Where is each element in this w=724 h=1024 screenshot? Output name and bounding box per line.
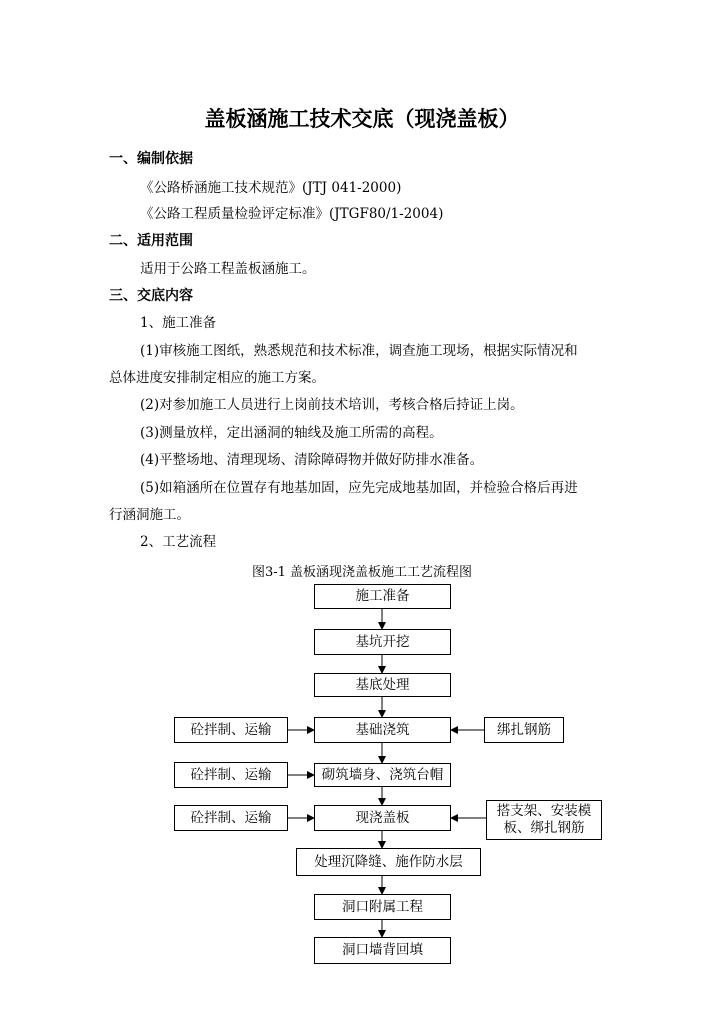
flow-input-concrete: 砼拌制、运输 xyxy=(174,805,288,831)
paragraph-5-cont: 行涵洞施工。 xyxy=(109,507,190,523)
document-title: 盖板涵施工技术交底（现浇盖板） xyxy=(204,107,520,131)
subheading-preparation: 1、施工准备 xyxy=(140,315,217,331)
paragraph-3: (3)测量放样，定出涵洞的轴线及施工所需的高程。 xyxy=(140,425,443,441)
flow-input-concrete: 砼拌制、运输 xyxy=(174,717,288,743)
reference-item: 《公路桥涵施工技术规范》(JTJ 041-2000) xyxy=(140,180,402,196)
paragraph-1-cont: 总体进度安排制定相应的施工方案。 xyxy=(109,370,325,386)
flow-step-backfill: 洞口墙背回填 xyxy=(314,937,451,964)
paragraph-1: (1)审核施工图纸，熟悉规范和技术标准，调查施工现场，根据实际情况和 xyxy=(140,343,578,359)
paragraph-2: (2)对参加施工人员进行上岗前技术培训，考核合格后持证上岗。 xyxy=(140,397,524,413)
scope-text: 适用于公路工程盖板涵施工。 xyxy=(140,261,316,277)
section1-heading: 一、编制依据 xyxy=(109,151,193,167)
subheading-process: 2、工艺流程 xyxy=(140,534,217,550)
flow-step-waterproofing: 处理沉降缝、施作防水层 xyxy=(296,848,481,876)
flow-step-excavation: 基坑开挖 xyxy=(314,629,451,655)
flow-input-formwork: 搭支架、安装模板、绑扎钢筋 xyxy=(486,800,602,840)
flow-step-cast-cover-slab: 现浇盖板 xyxy=(314,805,451,831)
flow-step-wall-masonry: 砌筑墙身、浇筑台帽 xyxy=(314,763,451,787)
flow-step-base-treatment: 基底处理 xyxy=(314,673,451,697)
flowchart-caption: 图3-1 盖板涵现浇盖板施工工艺流程图 xyxy=(251,565,473,580)
flow-step-foundation-pour: 基础浇筑 xyxy=(314,717,451,743)
section3-heading: 三、交底内容 xyxy=(109,288,193,304)
flow-step-preparation: 施工准备 xyxy=(314,584,451,609)
flow-step-portal-works: 洞口附属工程 xyxy=(314,894,451,920)
section2-heading: 二、适用范围 xyxy=(109,233,193,249)
flow-input-rebar: 绑扎钢筋 xyxy=(484,717,564,743)
reference-item: 《公路工程质量检验评定标准》(JTGF80/1-2004) xyxy=(140,206,444,222)
flow-input-concrete: 砼拌制、运输 xyxy=(174,762,288,788)
paragraph-4: (4)平整场地、清理现场、清除障碍物并做好防排水准备。 xyxy=(140,452,484,468)
paragraph-5: (5)如箱涵所在位置存有地基加固，应先完成地基加固，并检验合格后再进 xyxy=(140,480,578,496)
